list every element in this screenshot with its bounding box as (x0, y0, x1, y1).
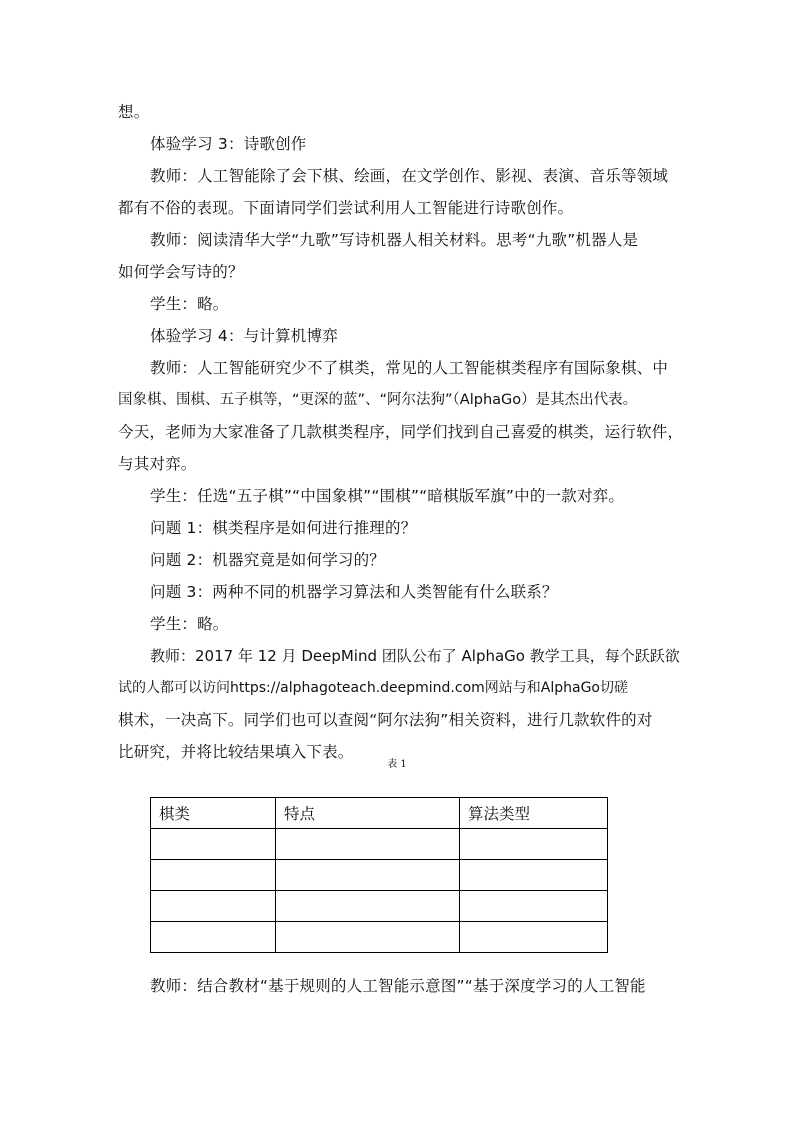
table-cell (151, 891, 276, 922)
table-cell (460, 922, 608, 953)
table-row (151, 829, 608, 860)
text-line: 棋术，一决高下。同学们也可以查阅“阿尔法狗”相关资料，进行几款软件的对 (118, 711, 653, 729)
comparison-table (150, 797, 608, 953)
text-line: 比研究，并将比较结果填入下表。 (118, 743, 354, 761)
table-cell (276, 891, 460, 922)
text-line: 都有不俗的表现。下面请同学们尝试利用人工智能进行诗歌创作。 (118, 199, 574, 217)
text-line: 今天，老师为大家准备了几款棋类程序，同学们找到自己喜爱的棋类，运行软件， (118, 423, 684, 441)
text-line: 教师：阅读清华大学“九歌”写诗机器人相关材料。思考“九歌”机器人是 (150, 231, 639, 249)
question-2: 问题 2：机器究竟是如何学习的？ (150, 551, 385, 569)
table-row (151, 860, 608, 891)
table-header-row (151, 798, 608, 829)
table-header-cell: 特点 (276, 798, 460, 829)
question-3: 问题 3：两种不同的机器学习算法和人类智能有什么联系？ (150, 583, 558, 601)
section-heading: 体验学习 4：与计算机博弈 (150, 327, 338, 345)
text-line: 与其对弈。 (118, 455, 197, 473)
text-line: 试的人都可以访问https://alphagoteach.deepmind.com网站与和AlphaGo切磋 (118, 680, 629, 696)
text-line: 学生：任选“五子棋”“中国象棋”“围棋”“暗棋版军旗”中的一款对弈。 (150, 487, 625, 505)
table-cell (151, 829, 276, 860)
table-cell (460, 891, 608, 922)
text-line: 想。 (118, 103, 150, 121)
text-line: 教师：人工智能除了会下棋、绘画，在文学创作、影视、表演、音乐等领域 (150, 167, 669, 185)
question-1: 问题 1：棋类程序是如何进行推理的？ (150, 519, 417, 537)
text-line: 学生：略。 (150, 295, 229, 313)
table-cell (276, 860, 460, 891)
table-row (151, 922, 608, 953)
table-cell (276, 829, 460, 860)
table-cell (276, 922, 460, 953)
table-cell (151, 922, 276, 953)
table-cell (151, 860, 276, 891)
text-line: 国象棋、围棋、五子棋等，“更深的蓝”、“阿尔法狗”（AlphaGo）是其杰出代表。 (118, 392, 638, 408)
section-heading: 体验学习 3：诗歌创作 (150, 135, 307, 153)
text-line: 学生：略。 (150, 615, 229, 633)
text-line: 教师：结合教材“基于规则的人工智能示意图”“基于深度学习的人工智能 (150, 977, 646, 995)
table-cell (460, 860, 608, 891)
table-row (151, 891, 608, 922)
table-header-cell: 算法类型 (460, 798, 608, 829)
text-line: 教师：人工智能研究少不了棋类，常见的人工智能棋类程序有国际象棋、中 (150, 359, 669, 377)
table-header-cell: 棋类 (151, 798, 276, 829)
text-line: 教师：2017 年 12 月 DeepMind 团队公布了 AlphaGo 教学工具，每个跃跃欲 (150, 647, 680, 665)
text-line: 如何学会写诗的？ (118, 263, 244, 281)
table-caption: 表 1 (387, 759, 407, 770)
table-cell (460, 829, 608, 860)
